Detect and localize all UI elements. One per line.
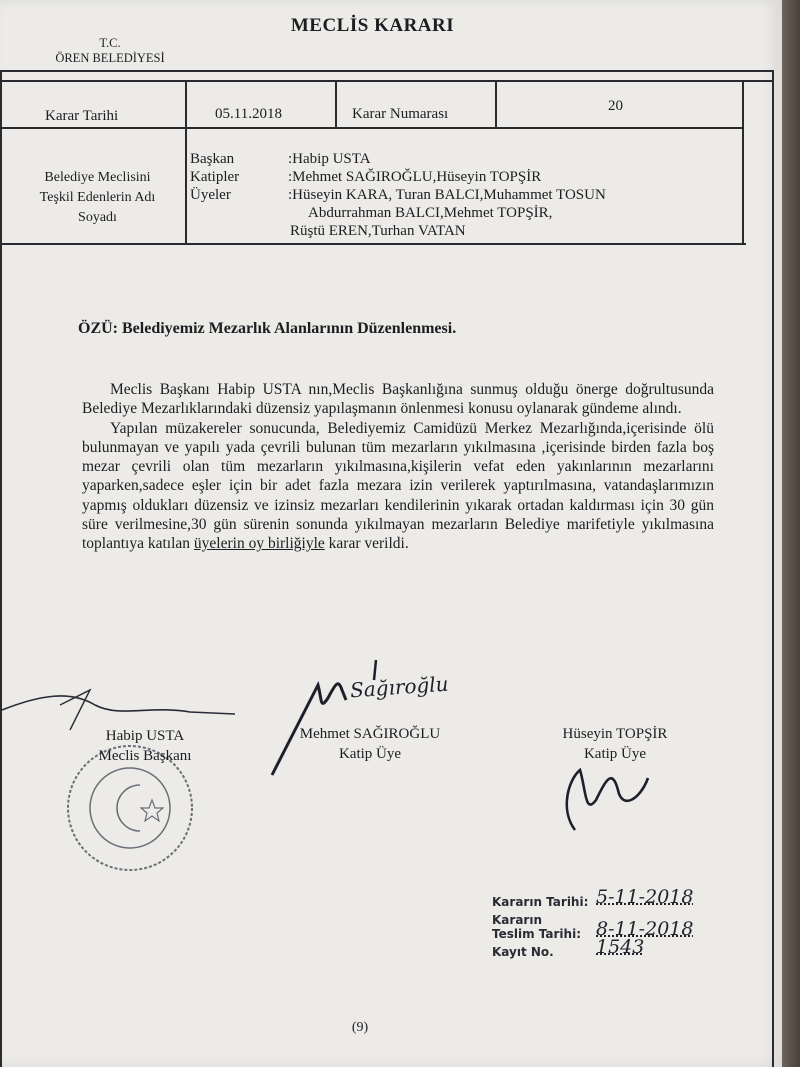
table-line-top2: [2, 80, 772, 82]
body-text-segment: Yapılan müzakereler sonucunda, Belediyemiz Camidüzü Merkez Mezarlığında,içerisinde ölü bulunmayan ve yapılı yada çevrili bulunan tüm mezarların yıkılmasına ,içerisinde birden fazla boş mezar çevrili olan tüm mezarların yıkılmasına,kişilerin vefat eden yakınlarının mezarlarını yaparken,sadece eşler için bir adet fazla mezara izin verilerek yaptırılmasına, vatandaşlarımızın yapmış oldukları düzensiz ve izinsiz mezarları kendilerinin yıkarak ortadan kaldırması için 30 gün süre verilmesine,30 gün sürenin sonunda yıkılmayan mezarların Belediye marifetiyle yıkılmasına toplantıya katılan: [82, 419, 714, 553]
page-number: (9): [351, 1020, 369, 1035]
decision-number-value: 20: [608, 98, 623, 114]
stamp-label: Kararın: [492, 913, 542, 927]
member-row: [190, 204, 750, 222]
decision-date-label: Karar Tarihi: [45, 108, 119, 124]
signature-name: Hüseyin TOPŞİR: [562, 726, 668, 742]
council-label: [15, 168, 180, 228]
stamp-label: Kararın Tarihi:: [492, 895, 589, 909]
background-edge: [782, 0, 800, 1067]
org-line-1: T.C.: [99, 36, 121, 50]
member-row: [190, 168, 750, 186]
stamp-row-decision-date: [492, 886, 722, 913]
table-vline-1: [185, 82, 187, 244]
signature-title: Katip Üye: [583, 746, 647, 762]
handwritten-name: Sağıroğlu: [349, 671, 450, 703]
decision-subject: ÖZÜ: Belediyemiz Mezarlık Alanlarının Düzenlenmesi.: [78, 320, 457, 337]
member-names: :Mehmet SAĞIROĞLU,Hüseyin TOPŞİR: [288, 169, 542, 185]
table-line-row2: [2, 243, 746, 245]
signature-name: Habip USTA: [105, 728, 185, 744]
stamp-handwritten-value: 8-11-2018: [596, 918, 694, 940]
receipt-stamp: [492, 886, 722, 963]
table-vline-2: [335, 82, 337, 128]
signature-block-clerk-2: [520, 724, 710, 764]
body-text-segment: karar verildi.: [324, 535, 409, 553]
stamp-row-record-no: [492, 936, 722, 963]
stamp-handwritten-value: 5-11-2018: [596, 886, 694, 908]
signature-stroke-left: [2, 696, 235, 714]
council-label-line-1: Belediye Meclisini: [44, 170, 151, 185]
body-paragraph-2: [82, 419, 714, 554]
signature-name: Mehmet SAĞIROĞLU: [299, 726, 441, 742]
stamp-label: Kayıt No.: [492, 945, 554, 959]
member-names: Rüştü EREN,Turhan VATAN: [290, 223, 466, 239]
stamp-handwritten-value: 1543: [596, 936, 645, 958]
decision-body: [82, 380, 714, 554]
member-row: [190, 150, 750, 168]
council-members: [190, 150, 750, 240]
council-label-line-3: Soyadı: [78, 210, 117, 225]
member-names: Abdurrahman BALCI,Mehmet TOPŞİR,: [308, 205, 553, 221]
member-names: :Habip USTA: [288, 151, 371, 167]
council-label-line-2: Teşkil Edenlerin Adı: [39, 190, 156, 205]
member-role: Katipler: [190, 169, 240, 185]
stamp-label: Teslim Tarihi:: [492, 927, 582, 941]
member-row: [190, 186, 750, 204]
org-line-2: ÖREN BELEDİYESİ: [55, 51, 165, 65]
table-line-row1: [2, 127, 742, 129]
member-row: [190, 222, 750, 240]
member-names: :Hüseyin KARA, Turan BALCI,Muhammet TOSUN: [288, 187, 606, 203]
member-role: Başkan: [190, 151, 235, 167]
signature-block-clerk-1: [275, 724, 465, 764]
body-paragraph-1: Meclis Başkanı Habip USTA nın,Meclis Başkanlığına sunmuş olduğu önerge doğrultusunda Belediye Mezarlıklarındaki düzensiz yapılaşmanın önlenmesi konusu oylanarak gündeme alındı.: [82, 381, 714, 418]
member-role: Üyeler: [190, 187, 231, 203]
signature-block-chair: [55, 726, 235, 766]
document-title: MECLİS KARARI: [290, 15, 455, 36]
decision-date-value: 05.11.2018: [215, 106, 282, 122]
signature-title: Katip Üye: [338, 746, 402, 762]
underlined-phrase: üyelerin oy birliğiyle: [193, 535, 325, 553]
table-vline-3: [495, 82, 497, 128]
signature-title: Meclis Başkanı: [98, 748, 192, 764]
decision-number-label: Karar Numarası: [352, 106, 449, 122]
signature-stroke-right: [567, 770, 648, 830]
organization-header: [40, 36, 180, 66]
